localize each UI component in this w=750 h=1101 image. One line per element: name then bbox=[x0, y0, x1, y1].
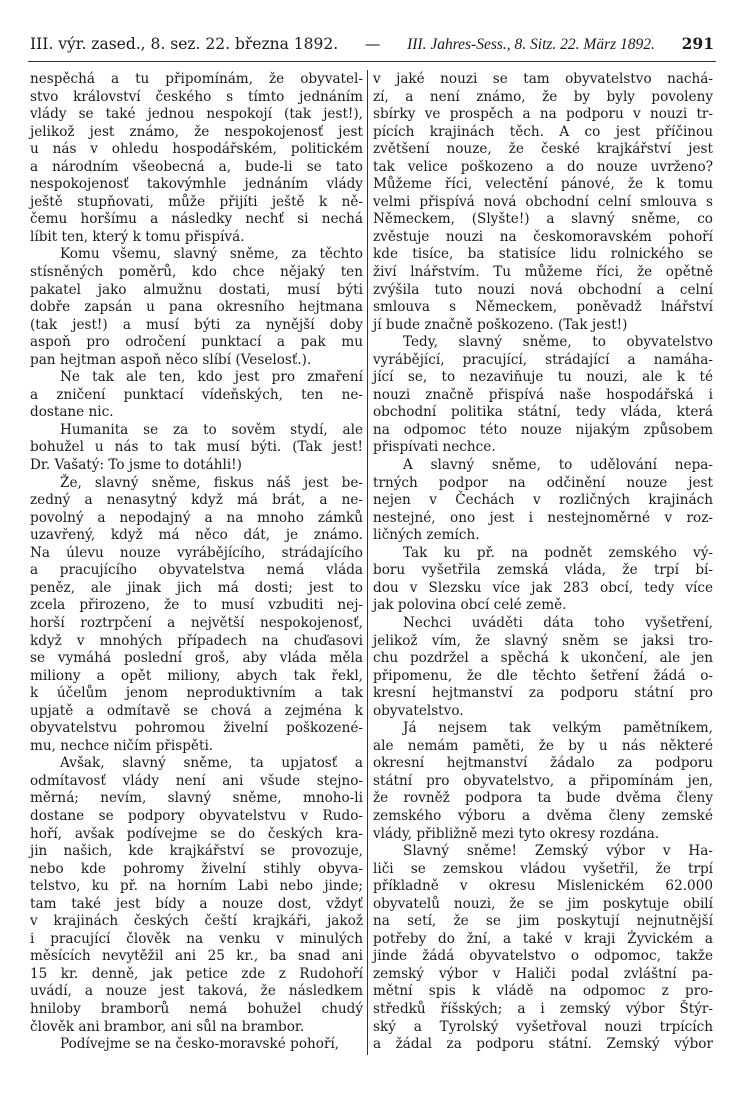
text-line: Tak ku př. na podnět zemského vý- bbox=[403, 544, 713, 561]
text-line: Německem, (Slyšte!) a slavný sněme, co bbox=[373, 211, 713, 228]
text-line: připomenu, že dle těchto šetření žádá o- bbox=[373, 667, 713, 684]
paragraph bbox=[373, 71, 713, 334]
text-line: tam také jest bídy a nouze dost, vždyť bbox=[30, 895, 363, 912]
text-line: a žádal za podporu státní. Zemský výbor bbox=[373, 1036, 713, 1053]
text-line: Avšak, slavný sněme, ta upjatosť a bbox=[60, 755, 363, 772]
text-line: pan hejtman aspoň něco slíbí (Veselosť.). bbox=[30, 351, 312, 368]
paragraph bbox=[373, 545, 713, 615]
right-column bbox=[373, 71, 713, 1054]
text-line: hniloby bramborů nemá bohužel chudý bbox=[30, 1000, 363, 1017]
text-line: Podívejme se na česko-moravské pohoří, bbox=[60, 1036, 340, 1053]
text-line: pících krajinách těch. A co jest příčinou bbox=[373, 123, 713, 140]
page-number: 291 bbox=[681, 34, 714, 53]
paragraph bbox=[30, 475, 363, 756]
text-line: jin našich, kde krajkářství se provozuje, bbox=[30, 843, 363, 860]
text-line: telstvo, ku př. na horním Labi nebo jinde; bbox=[30, 878, 363, 895]
text-line: Můžeme říci, velectění pánové, že k tomu bbox=[373, 176, 713, 193]
text-line: obyvatelstvo. bbox=[373, 702, 464, 719]
text-line: obchodní politika státní, tedy vláda, která bbox=[373, 404, 713, 421]
text-line: tak velice poškozeno a do nouze uvrženo? bbox=[373, 158, 713, 175]
text-line: živí lnářstvím. Tu můžeme říci, že opětně bbox=[373, 264, 713, 281]
text-line: hoří, avšak podívejme se do českých kra- bbox=[30, 825, 363, 842]
text-line: zvěstuje nouzi na českomoravském pohoří bbox=[373, 228, 713, 245]
text-line: měrná; nevím, slavný sněme, mnoho-li bbox=[30, 790, 363, 807]
text-line: velmi přispívá nová obchodní celní smlouva s bbox=[373, 193, 713, 210]
text-line: nouzi značně přispívá naše hospodářská i bbox=[373, 386, 713, 403]
text-line: jící se, to nezaviňuje tu nouzi, ale k té bbox=[373, 369, 713, 386]
header-dash: — bbox=[364, 35, 381, 53]
text-line: a pracujícího obyvatelstva nemá vláda bbox=[30, 562, 363, 579]
text-line: přispívati nechce. bbox=[373, 439, 496, 456]
text-line: zvýšila tuto nouzi nová obchodní a celní bbox=[373, 281, 713, 298]
paragraph bbox=[373, 843, 713, 1054]
paragraph bbox=[30, 71, 363, 246]
text-line: chu pozdržel a spěchá k ukončení, ale jen bbox=[373, 650, 713, 667]
text-line: ský a Tyrolský vyšetřoval nouzi trpících bbox=[373, 1018, 713, 1035]
text-line: odmítavosť vlády není ani všude stejno- bbox=[30, 772, 363, 789]
text-line: pakatel jako almužnu dostati, musí býti bbox=[30, 281, 363, 298]
text-line: zcela přirozeno, že to musí vzbuditi nej- bbox=[30, 597, 363, 614]
paragraph bbox=[373, 615, 713, 720]
text-line: zí, a není známo, že by byly povoleny bbox=[373, 88, 713, 105]
text-line: když v mnohých případech na chuďasovi bbox=[30, 632, 363, 649]
text-line: A slavný sněme, to udělování nepa- bbox=[403, 457, 713, 474]
text-line: upjatě a odmítavě se chová a zejména k bbox=[30, 702, 363, 719]
text-line: peněz, ale jinak jich má dosti; jest to bbox=[30, 579, 363, 596]
header-rule bbox=[28, 61, 716, 62]
text-line: dobře zapsán u pana okresního hejtmana bbox=[30, 299, 363, 316]
text-line: na setí, že se jim poskytují nejnutnější bbox=[373, 913, 713, 930]
text-line: a zničení punktací vídeňských, ten ne- bbox=[30, 386, 363, 403]
text-line: jelikož vím, že slavný sněm se jaksi tro- bbox=[373, 632, 713, 649]
text-line: se vymáhá poslední groš, aby vláda měla bbox=[30, 650, 363, 667]
text-line: mu, nechce ničím přispěti. bbox=[30, 737, 214, 754]
paragraph bbox=[30, 369, 363, 422]
text-line: ale nemám paměti, že by u nás některé bbox=[373, 737, 713, 754]
paragraph bbox=[30, 246, 363, 369]
text-line: sbírky ve prospěch a na podporu v nouzi tr- bbox=[373, 106, 713, 123]
text-line: Nechci uváděti dáta toho vyšetření, bbox=[403, 614, 713, 631]
text-line: příkladně v okresu Mislenickém 62.000 bbox=[373, 878, 713, 895]
text-line: nespokojenosť takovýmhle jednáním vlády bbox=[30, 176, 363, 193]
paragraph bbox=[373, 457, 713, 545]
text-line: jinde žádá obyvatelstvo o odpomoc, takže bbox=[373, 948, 713, 965]
paragraph bbox=[30, 422, 363, 475]
text-line: uzavřený, když má něco dát, je známo. bbox=[30, 527, 363, 544]
text-line: zedný a nenasytný když má brát, a ne- bbox=[30, 492, 363, 509]
paragraph bbox=[373, 334, 713, 457]
text-line: Komu všemu, slavný sněme, za těchto bbox=[60, 246, 363, 263]
header-czech: III. výr. zased., 8. sez. 22. března 1892. bbox=[30, 35, 339, 53]
text-line: zemského výboru a dvěma členy zemské bbox=[373, 807, 713, 824]
left-column bbox=[30, 71, 363, 1054]
text-line: obyvatelstvu pohromou živelní poškozené- bbox=[30, 720, 363, 737]
text-line: Já nejsem tak velkým pamětníkem, bbox=[403, 720, 713, 737]
text-line: zemský výbor v Haliči podal zvláštní pa- bbox=[373, 965, 713, 982]
text-line: aspoň pro odročení punktací a pak mu bbox=[30, 334, 363, 351]
text-line: vlády se také jednou nespokojí (tak jest!), bbox=[30, 106, 363, 123]
text-line: vlády, přibližně mezi tyto okresy rozdána. bbox=[373, 825, 660, 842]
paragraph bbox=[30, 1036, 363, 1054]
text-line: 15 kr. denně, jak petice zde z Rudohoří bbox=[30, 965, 363, 982]
text-line: dostane se podpory obyvatelstvu v Rudo- bbox=[30, 807, 363, 824]
text-line: okresní hejtmanství žádalo za podporu bbox=[373, 755, 713, 772]
text-line: u nás v ohledu hospodářském, politickém bbox=[30, 141, 363, 158]
text-line: kde tisíce, ba statisíce lidu rolnického se bbox=[373, 246, 713, 263]
text-line: dou v Slezsku více jak 283 obcí, tedy více bbox=[373, 579, 713, 596]
text-line: čemu horšímu a následky nechť si nechá bbox=[30, 211, 363, 228]
text-line: potřeby do žní, a také v kraji Żyvickém a bbox=[373, 930, 713, 947]
text-line: v krajinách českých čeští krajkáři, jakož bbox=[30, 913, 363, 930]
text-line: povolný a nepodajný a na mnoho zámků bbox=[30, 509, 363, 526]
text-line: že rovněž podpora ta bude dvěma členy bbox=[373, 790, 713, 807]
text-line: Slavný sněme! Zemský výbor v Ha- bbox=[403, 843, 713, 860]
running-header bbox=[30, 34, 714, 58]
text-line: nejen v Čechách v rozličných krajinách bbox=[373, 492, 713, 509]
text-line: líbit ten, který k tomu přispívá. bbox=[30, 228, 245, 245]
text-line: ličných zemích. bbox=[373, 527, 480, 544]
text-line: měsících nevytěžil ani 25 kr., ba snad ani bbox=[30, 948, 363, 965]
text-line: miliony a opět miliony, abych tak řekl, bbox=[30, 667, 363, 684]
text-line: a národním všeobecná a, bude-li se tato bbox=[30, 158, 363, 175]
text-line: trných podpor na odčinění nouze jest bbox=[373, 474, 713, 491]
text-line: ještě stupňovati, může přijíti ještě k ně- bbox=[30, 193, 363, 210]
text-line: středků říšských; a i zemský výbor Štýr- bbox=[373, 1000, 713, 1017]
text-line: bohužel u nás to tak musí býti. (Tak jest! bbox=[30, 439, 363, 456]
text-line: horší roztrpčení a největší nespokojenosť, bbox=[30, 614, 363, 631]
text-line: k účelům jenom neproduktivním a tak bbox=[30, 685, 363, 702]
text-line: nespěchá a tu připomínám, že obyvatel- bbox=[30, 71, 363, 87]
text-line: nestejné, ono jest i nestejnoměrné v roz- bbox=[373, 509, 713, 526]
text-line: Ne tak ale ten, kdo jest pro zmaření bbox=[60, 369, 363, 386]
text-line: Že, slavný sněme, fiskus náš jest be- bbox=[60, 474, 363, 491]
text-line: i pracující člověk na venku v minulých bbox=[30, 930, 363, 947]
text-line: Dr. Vašatý: To jsme to dotáhli!) bbox=[30, 457, 242, 474]
text-line: jí bude značně poškozeno. (Tak jest!) bbox=[373, 316, 628, 333]
paragraph bbox=[373, 720, 713, 843]
text-line: kresní hejtmanství za podporu státní pro bbox=[373, 685, 713, 702]
text-line: člověk ani brambor, ani sůl na brambor. bbox=[30, 1018, 305, 1035]
text-line: stísněných poměrů, kdo chce nějaký ten bbox=[30, 264, 363, 281]
text-line: Tedy, slavný sněme, to obyvatelstvo bbox=[403, 334, 713, 351]
text-line: dostane nic. bbox=[30, 404, 114, 421]
text-line: státní pro obyvatelstvo, a připomínám jen, bbox=[373, 772, 713, 789]
text-line: jak polovina obcí celé země. bbox=[373, 597, 567, 614]
text-line: uvádí, a nouze jest taková, že následkem bbox=[30, 983, 363, 1000]
text-line: zvětšení nouze, že české krajkářství jest bbox=[373, 141, 713, 158]
text-line: mětní spis k vládě na odpomoc z pro- bbox=[373, 983, 713, 1000]
text-line: obyvatelů nouzi, že se jim poskytuje obilí bbox=[373, 895, 713, 912]
text-line: Humanita se za to sověm stydí, ale bbox=[60, 421, 363, 438]
text-line: jelikož jest známo, že nespokojenosť jest bbox=[30, 123, 363, 140]
text-line: stvo království českého s tímto jednáním bbox=[30, 88, 363, 105]
paragraph bbox=[30, 755, 363, 1036]
text-line: na odpomoc této nouze nijakým způsobem bbox=[373, 421, 713, 438]
text-line: boru vyšetřila zemská vláda, že trpí bí- bbox=[373, 562, 713, 579]
text-line: smlouva s Německem, poněvadž lnářství bbox=[373, 299, 713, 316]
text-line: liči se zemskou vládou vyšetřil, že trpí bbox=[373, 860, 713, 877]
text-line: nebo kde pohromy živelní stihly obyva- bbox=[30, 860, 363, 877]
text-line: Na úlevu nouze vyrábějícího, strádajícího bbox=[30, 544, 363, 561]
header-german: III. Jahres-Sess., 8. Sitz. 22. März 1892. bbox=[407, 36, 655, 53]
text-line: v jaké nouzi se tam obyvatelstvo nachá- bbox=[373, 71, 713, 87]
text-line: vyrábějící, pracující, strádající a namáha- bbox=[373, 351, 713, 368]
text-line: (tak jest!) a musí býti za nynější doby bbox=[30, 316, 363, 333]
column-divider bbox=[367, 70, 368, 1055]
